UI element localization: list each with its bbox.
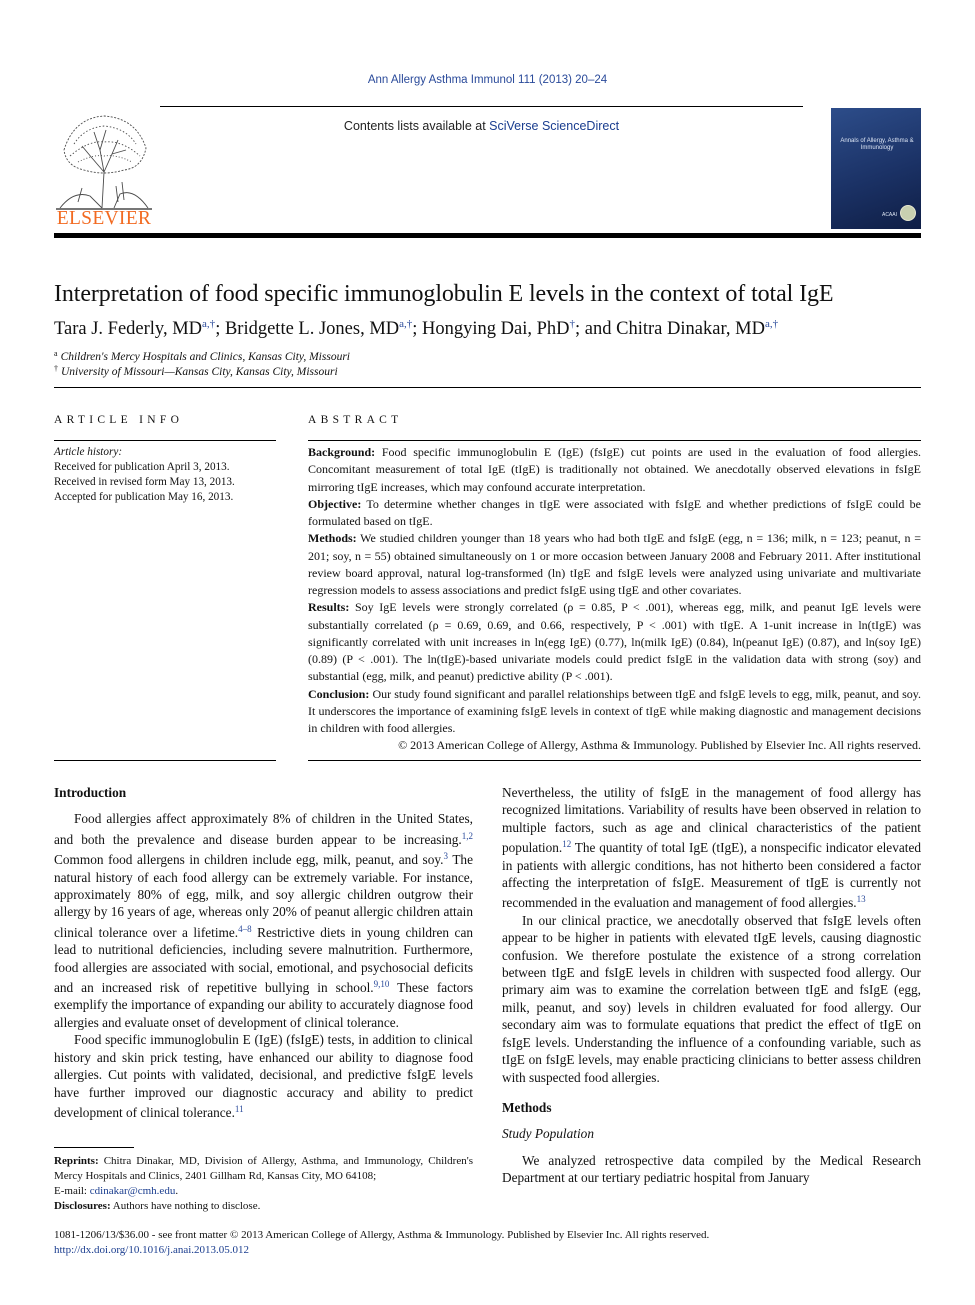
author-affiliation-marks[interactable]: † — [569, 318, 576, 330]
abstract-objective — [308, 496, 921, 531]
intro-paragraph: In our clinical practice, we anecdotally observed that fsIgE levels often appear to be higher in patients with elevated tIgE levels, causing diagnostic confusion. We therefore postulate the existence of a strong correlation between tIgE and fsIgE levels in children with suspected food allergy. Our primary aim was to examine the correlation between tIgE and fsIgE (egg, milk, peanut, and soy) levels in children evaluated for food allergy. Our secondary aim was to formulate equations that predict the effect of tIgE on fsIgE levels. Understanding the influence of a confounding variable, such as tIgE on fsIgE levels, may enable practicing clinicians to better assess children with suspected food allergies. — [502, 912, 921, 1085]
sciencedirect-link[interactable]: SciVerse ScienceDirect — [489, 119, 620, 133]
citation-link[interactable]: 11 — [234, 1103, 244, 1114]
methods-paragraph: We analyzed retrospective data compiled by the Medical Research Department at our tertiary pediatric hospital from January — [502, 1152, 921, 1186]
article-history-label: Article history: — [54, 446, 123, 458]
abstract-results-text: Soy IgE levels were strongly correlated (ρ = 0.85, P < .001), whereas egg, milk, and peanut IgE levels were substantially correlated (ρ = 0.69, 0.69, and 0.66, respectively, P < .001) with tIgE. A 1-unit increase in ln(tIgE) was significantly correlated with unit increases in ln(egg IgE) (0.77), ln(milk IgE) (0.84), ln(peanut IgE) (0.87), and ln(soy IgE) (0.89) (P < .001). The ln(tIgE)-based univariate models could predict fsIgE in the validation data with strong (soy) and substantial (egg, milk, and peanut) predictive ability (P < .001). — [308, 600, 921, 684]
text-run: These factors exemplify the importance of expanding our ability to accurately diagnose food allergies and evaluate onset of development of clinical tolerance. — [54, 980, 473, 1030]
abstract-results — [308, 599, 921, 685]
study-population-heading: Study Population — [502, 1126, 594, 1142]
affiliation-mark: † — [54, 364, 58, 373]
disclosures-footnote — [54, 1199, 473, 1214]
contents-prefix: Contents lists available at — [343, 119, 490, 133]
abstract-conclusion — [308, 686, 921, 738]
disclosures-text: Authors have nothing to disclose. — [110, 1200, 261, 1212]
methods-heading: Methods — [502, 1099, 552, 1115]
text-run: The quantity of total IgE (tIgE), a nonspecific indicator elevated in patients with allergic conditions, has not hitherto been considered a factor affecting the interpretation of fsIgE. Measurement of tIgE is currently not recommended in the evaluation and management of food allergies. — [502, 840, 921, 911]
abstract-objective-label: Objective: — [308, 496, 362, 511]
article-info-heading: ARTICLE INFO — [54, 414, 184, 426]
body-right-column — [502, 784, 921, 1187]
introduction-heading: Introduction — [54, 785, 127, 800]
email-label: E-mail: — [54, 1185, 90, 1197]
reprints-text: Chitra Dinakar, MD, Division of Allergy, Asthma, and Immunology, Children's Mercy Hospitals and Clinics, 2401 Gillham Rd, Kansas City, MO 64108; — [54, 1155, 473, 1182]
issn-copyright-line: 1081-1206/13/$36.00 - see front matter © 2013 American College of Allergy, Asthma & Immunology. Published by Elsevier Inc. All rights reserved. — [54, 1229, 710, 1241]
affiliation-text: University of Missouri—Kansas City, Kansas City, Missouri — [61, 366, 338, 378]
author-affiliation-marks[interactable]: a,† — [399, 318, 413, 330]
disclosures-label: Disclosures: — [54, 1200, 111, 1212]
affiliation-mark: a — [54, 349, 58, 358]
abstract-conclusion-label: Conclusion: — [308, 686, 370, 701]
article-title: Interpretation of food specific immunoglobulin E levels in the context of total IgE — [54, 281, 834, 307]
text-run: Restrictive diets in young children can lead to nutritional deficiencies, including severe malnutrition. Furthermore, food allergies are associated with social, emotional, and psychosocial deficits and an increased risk of repetitive bullying in school. — [54, 924, 473, 996]
abstract-copyright: © 2013 American College of Allergy, Asthma & Immunology. Published by Elsevier Inc. All rights reserved. — [398, 738, 921, 753]
intro-paragraph — [54, 1031, 473, 1121]
reprints-footnote — [54, 1154, 473, 1184]
cover-society-mark: ACAAI — [881, 212, 897, 218]
author-affiliation-marks[interactable]: a,† — [202, 318, 216, 330]
abstract-background-label: Background: — [308, 445, 376, 459]
intro-paragraph — [54, 810, 473, 1031]
accepted-date: Accepted for publication May 16, 2013. — [54, 491, 234, 503]
citation-link[interactable]: 12 — [562, 839, 572, 850]
society-seal-icon — [900, 205, 916, 221]
elsevier-tree-icon — [54, 110, 154, 210]
abstract-methods-label: Methods: — [308, 531, 357, 546]
journal-reference[interactable]: Ann Allergy Asthma Immunol 111 (2013) 20–24 — [367, 74, 608, 86]
received-date: Received for publication April 3, 2013. — [54, 461, 230, 473]
affiliation — [54, 349, 350, 363]
article-history — [54, 445, 276, 505]
citation-link[interactable]: 3 — [443, 851, 448, 862]
affiliation — [54, 364, 338, 378]
abstract-rule — [308, 440, 921, 441]
article-bottom-info — [54, 1228, 921, 1258]
reprints-label: Reprints: — [54, 1155, 99, 1167]
citation-link[interactable]: 9,10 — [373, 979, 390, 990]
intro-paragraph — [502, 784, 921, 912]
author-separator: ; — [215, 319, 225, 339]
abstract-objective-text: To determine whether changes in tIgE were associated with fsIgE and whether predictions of fsIgE could be formulated based on tIgE. — [308, 496, 921, 528]
abstract-background — [308, 444, 921, 496]
abstract-body — [308, 444, 921, 755]
citation-link[interactable]: 1,2 — [461, 830, 473, 841]
author-separator: ; — [412, 319, 423, 339]
text-run: Common food allergens in children include egg, milk, peanut, and soy. — [54, 852, 444, 868]
author-name[interactable]: Chitra Dinakar, MD — [616, 319, 765, 339]
citation-link[interactable]: 13 — [856, 894, 866, 905]
header-thick-rule — [54, 233, 921, 238]
author-affiliation-marks[interactable]: a,† — [764, 318, 779, 330]
body-left-column — [54, 784, 473, 1121]
email-footnote — [54, 1184, 473, 1199]
author-name[interactable]: Tara J. Federly, MD — [54, 319, 203, 339]
abstract-background-text: Food specific immunoglobulin E (IgE) (fsIgE) cut points are used in the evaluation of food allergies. Concomitant measurement of total IgE (tIgE) is traditionally not obtained. We anecdotally observed elevations in fsIgE mirroring tIgE increases, which may confound accurate interpretation. — [308, 445, 921, 494]
abstract-methods — [308, 530, 921, 599]
email-link[interactable]: cdinakar@cmh.edu — [89, 1185, 176, 1197]
affiliation-rule — [54, 387, 921, 388]
footnotes — [54, 1154, 473, 1214]
elsevier-logo[interactable] — [54, 110, 154, 232]
doi-link[interactable]: http://dx.doi.org/10.1016/j.anai.2013.05.012 — [54, 1244, 250, 1256]
abstract-bottom-rule — [308, 760, 921, 761]
email-end: . — [175, 1185, 179, 1197]
header-rule — [160, 106, 803, 107]
publisher-name: ELSEVIER — [56, 208, 152, 229]
author-separator: ; and — [575, 319, 617, 339]
author-list — [54, 318, 934, 340]
abstract-results-label: Results: — [308, 600, 350, 615]
cover-journal-title: Annals of Allergy, Asthma & Immunology — [840, 138, 914, 151]
text-run: Nevertheless, the utility of fsIgE in the management of food allergy has recognized limitations. Variability of results have been observed in relation to multiple factors, such as age and clinical characteristics of the patient population. — [502, 785, 921, 856]
author-name[interactable]: Bridgette L. Jones, MD — [224, 319, 400, 339]
affiliation-text: Children's Mercy Hospitals and Clinics, Kansas City, Missouri — [60, 351, 350, 363]
text-run: Food allergies affect approximately 8% of children in the United States, and both the prevalence and disease burden appear to be increasing. — [54, 811, 473, 847]
article-info-rule — [54, 440, 276, 441]
abstract-methods-text: We studied children younger than 18 years who had both tIgE and fsIgE (egg, n = 136; milk, n = 123; peanut, n = 201; soy, n = 55) obtained simultaneously on 1 or more occasion between January 2008 and February 2011. After institutional review board approval, natural log-transformed (ln) tIgE and fsIgE levels were analyzed using univariate and multivariate regression models to assess associations and predict fsIgE using tIgE and other covariates. — [308, 531, 921, 597]
footnote-rule — [54, 1147, 134, 1148]
text-run: Food specific immunoglobulin E (IgE) (fsIgE) tests, in addition to clinical history and skin prick testing, have enhanced our ability to diagnose food allergies. Cut points with validated, decisional, and predictive fsIgE levels have further improved our diagnostic accuracy and ability to predict development of clinical tolerance. — [54, 1032, 473, 1120]
abstract-conclusion-text: Our study found significant and parallel relationships between tIgE and fsIgE levels to egg, milk, peanut, and soy. It underscores the importance of examining fsIgE levels in context of tIgE while making diagnostic and management decisions in children with food allergies. — [308, 686, 921, 735]
journal-cover-thumbnail[interactable] — [831, 108, 921, 229]
abstract-heading: ABSTRACT — [308, 414, 403, 426]
contents-available-line — [160, 119, 803, 133]
text-run: The natural history of each food allergy can be extremely variable. For instance, approximately 80% of egg, milk, and soy allergic children outgrow their allergy by 16 years of age, whereas only 20% of peanut allergic children attain clinical tolerance over a lifetime. — [54, 852, 473, 940]
author-name[interactable]: Hongying Dai, PhD — [422, 319, 570, 339]
revised-date: Received in revised form May 13, 2013. — [54, 476, 235, 488]
article-info-bottom-rule — [54, 760, 276, 761]
citation-link[interactable]: 4–8 — [238, 923, 252, 934]
